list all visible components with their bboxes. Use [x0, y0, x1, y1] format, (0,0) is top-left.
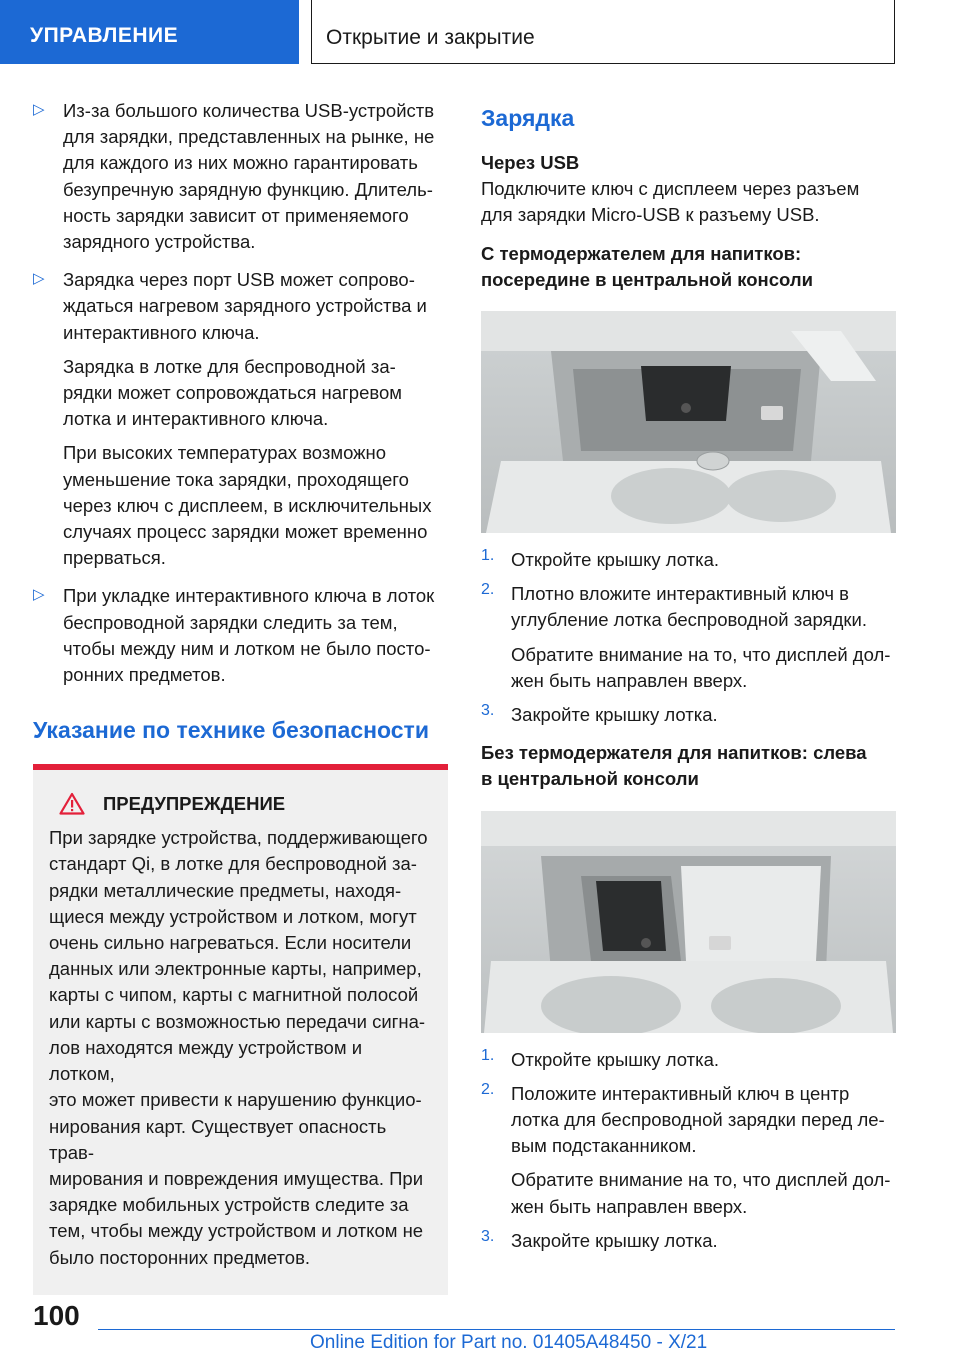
usb-text [481, 176, 896, 228]
text-line: Закройте крышку лотка. [511, 1229, 718, 1251]
text-line: чтобы между ним и лотком не было посто- [63, 637, 431, 659]
bullet-text [63, 440, 448, 571]
text-line: Подключите ключ с дисплеем через разъем [481, 178, 860, 200]
console-photo-left [481, 811, 896, 1033]
text-line: это может привести к нарушению функцио- [49, 1089, 422, 1111]
with-holder-subheading [481, 241, 896, 293]
text-line: интерактивного ключа. [63, 321, 260, 343]
text-line: Без термодержателя для напитков: слева [481, 742, 867, 764]
bullet-text [63, 583, 448, 688]
step-number: 2. [481, 1080, 495, 1098]
chapter-title: Открытие и закрытие [326, 26, 535, 49]
page-number: 100 [33, 1300, 80, 1331]
step-item [481, 702, 896, 728]
bullet-item [33, 583, 448, 688]
text-line: зарядке мобильных устройств следите за [49, 1194, 409, 1216]
text-line: углубление лотка беспроводной зарядки. [511, 609, 867, 631]
warning-header [49, 792, 432, 815]
warning-triangle-icon [59, 792, 85, 815]
text-line: Из-за большого количества USB-устройств [63, 100, 435, 121]
text-line: ронних предметов. [63, 664, 226, 686]
step-item [481, 1228, 896, 1254]
section-title: УПРАВЛЕНИЕ [30, 24, 179, 47]
text-line: вым подстаканником. [511, 1135, 697, 1157]
text-line: ность зарядки зависит от применяемого [63, 204, 409, 226]
step-item [481, 581, 896, 633]
step-item [481, 547, 896, 573]
text-line: жен быть направлен вверх. [511, 669, 748, 691]
text-line: данных или электронные карты, например, [49, 958, 422, 980]
text-line: стандарт Qi, в лотке для беспроводной за- [49, 853, 417, 875]
warning-text [49, 825, 432, 1270]
step-item [481, 1081, 896, 1160]
triangle-bullet-icon: ▷ [33, 586, 45, 604]
text-line: посередине в центральной консоли [481, 268, 813, 290]
step-number: 3. [481, 1227, 495, 1245]
text-line: зарядного устройства. [63, 231, 256, 253]
text-line: или карты с возможностью передачи сигна- [49, 1010, 426, 1032]
text-line: было посторонних предметов. [49, 1246, 311, 1268]
chapter-tab [311, 0, 895, 64]
text-line: безупречную зарядную функцию. Длитель- [63, 178, 433, 200]
triangle-bullet-icon: ▷ [33, 101, 45, 118]
footer-rule [98, 1329, 895, 1330]
text-line: рядки может сопровождаться нагревом [63, 382, 402, 404]
text-line: очень сильно нагреваться. Если носители [49, 932, 412, 954]
text-line: для зарядки Micro-USB к разъему USB. [481, 204, 820, 226]
text-line: С термодержателем для напитков: [481, 242, 802, 264]
step-text [511, 1167, 896, 1219]
step-item [481, 1167, 896, 1219]
text-line: Зарядка в лотке для беспроводной за- [63, 355, 396, 377]
console-photo-center [481, 311, 896, 533]
step-text [511, 1047, 896, 1073]
step-number: 1. [481, 1046, 495, 1064]
text-line: жен быть направлен вверх. [511, 1195, 748, 1217]
bullet-text [63, 267, 448, 346]
bullet-item [33, 267, 448, 571]
text-line: мирования и повреждения имущества. При [49, 1167, 424, 1189]
text-line: При высоких температурах возможно [63, 442, 387, 464]
text-line: При зарядке устройства, поддерживающего [49, 827, 428, 849]
step-number: 2. [481, 581, 495, 599]
step-number: 1. [481, 547, 495, 565]
text-line: Закройте крышку лотка. [511, 704, 718, 726]
bullet-text [63, 354, 448, 433]
step-number: 3. [481, 702, 495, 720]
step-item [481, 642, 896, 694]
text-line: прерваться. [63, 547, 166, 569]
step-text [511, 702, 896, 728]
text-line: рядки металлические предметы, находя- [49, 879, 402, 901]
step-text [511, 547, 896, 573]
without-holder-subheading [481, 740, 896, 792]
text-line: карты с чипом, карты с магнитной полосой [49, 984, 419, 1006]
usb-subheading: Через USB [481, 152, 580, 173]
text-line: для каждого из них можно гарантировать [63, 152, 418, 174]
text-line: Положите интерактивный ключ в центр [511, 1082, 850, 1104]
text-line: щиеся между устройством и лотком, могут [49, 905, 417, 927]
text-line: Плотно вложите интерактивный ключ в [511, 583, 849, 605]
bullet-text [63, 98, 448, 255]
text-line: через ключ с дисплеем, в исключительных [63, 494, 432, 516]
bullet-item [33, 98, 448, 255]
text-line: ждаться нагревом зарядного устройства и [63, 295, 427, 317]
edition-footer: Online Edition for Part no. 01405A48450 - X/21 [310, 1332, 708, 1353]
text-line: беспроводной зарядки следить за тем, [63, 611, 398, 633]
step-text [511, 642, 896, 694]
text-line: нирования карт. Существует опасность трав- [49, 1115, 387, 1163]
text-line: Обратите внимание на то, что дисплей дол- [511, 1169, 891, 1191]
text-line: для зарядки, представленных на рынке, не [63, 126, 435, 148]
text-line: Откройте крышку лотка. [511, 1048, 720, 1070]
step-text [511, 1081, 896, 1160]
text-line: лов находятся между устройством и лотком, [49, 1036, 363, 1085]
text-line: Обратите внимание на то, что дисплей дол- [511, 643, 891, 665]
safety-heading: Указание по технике безопасности [33, 717, 429, 744]
section-tab [0, 0, 299, 64]
text-line: случаях процесс зарядки может временно [63, 521, 428, 543]
step-item [481, 1047, 896, 1073]
text-line: Откройте крышку лотка. [511, 549, 720, 571]
warning-box [33, 764, 448, 1294]
charging-heading: Зарядка [481, 105, 575, 131]
text-line: Зарядка через порт USB может сопрово- [63, 269, 415, 291]
text-line: лотка для беспроводной зарядки перед ле- [511, 1109, 885, 1131]
text-line: лотка и интерактивного ключа. [63, 408, 329, 430]
text-line: тем, чтобы между устройством и лотком не [49, 1220, 424, 1242]
steps-list-2 [481, 1047, 896, 1254]
step-text [511, 581, 896, 633]
right-column [481, 98, 896, 1254]
steps-list-1 [481, 547, 896, 728]
text-line: уменьшение тока зарядки, проходящего [63, 468, 409, 490]
text-line: При укладке интерактивного ключа в лоток [63, 585, 435, 607]
step-text [511, 1228, 896, 1254]
left-column [33, 98, 448, 1295]
text-line: в центральной консоли [481, 768, 699, 790]
warning-title: ПРЕДУПРЕЖДЕНИЕ [103, 792, 286, 814]
triangle-bullet-icon: ▷ [33, 270, 45, 288]
